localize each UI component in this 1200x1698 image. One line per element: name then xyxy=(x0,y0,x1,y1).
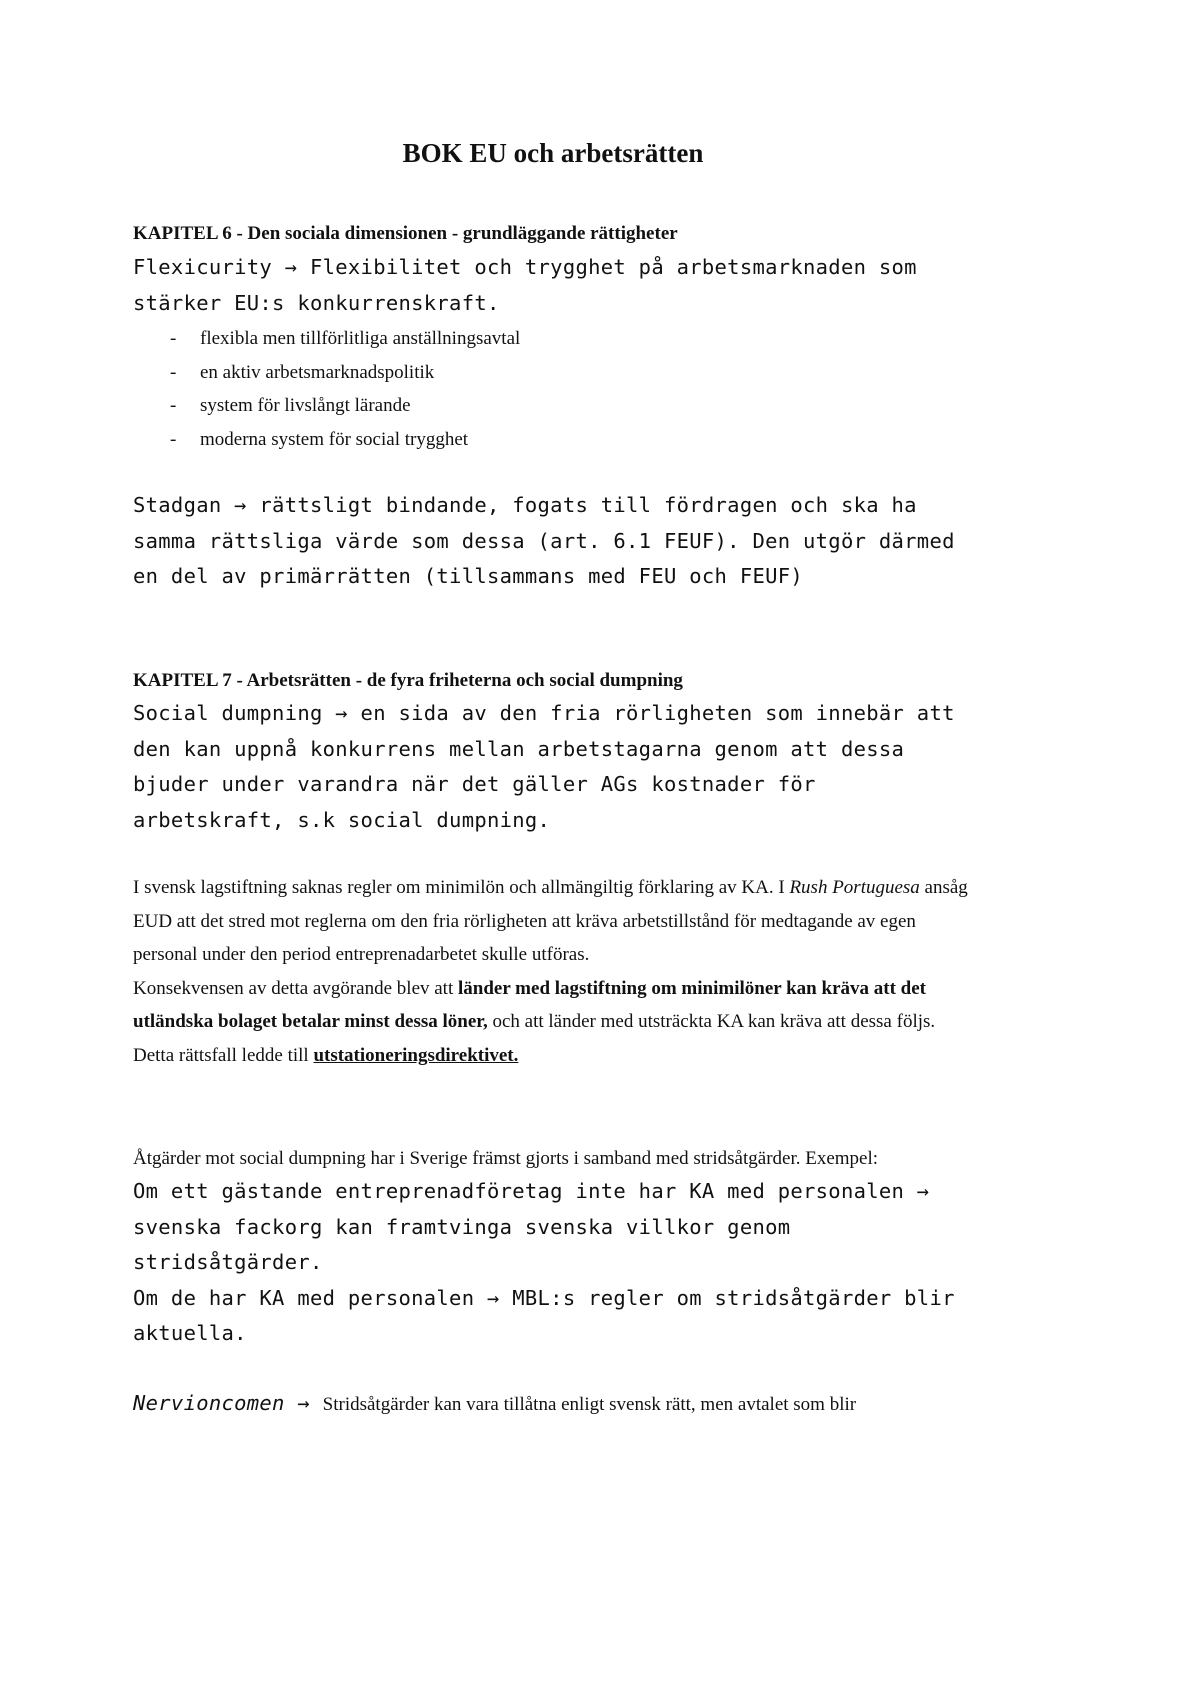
case-name: Rush Portuguesa xyxy=(789,877,920,898)
paragraph-rush-portuguesa: I svensk lagstiftning saknas regler om minimilön och allmängiltig förklaring av KA. I Rush Portuguesa ansåg EUD att det stred mot reglerna om den fria rörligheten att kräva arbetstillstånd för medtagande av egen personal under den period entreprenadarbetet skulle utföras. Konsekvensen av detta avgörande blev att länder med lagstiftning om minimilöner kan kräva att det utländska bolaget betalar minst dessa löner, och att länder med utsträckta KA kan kräva att dessa följs. Detta rättsfall ledde till utstationeringsdirektivet. xyxy=(133,877,968,1066)
note-line: arbetskraft, s.k social dumpning. xyxy=(133,807,551,832)
chapter-7-heading: KAPITEL 7 - Arbetsrätten - de fyra friheterna och social dumpning xyxy=(133,670,683,691)
note-line: Stadgan → rättsligt bindande, fogats till fördragen och ska ha xyxy=(133,493,917,517)
note-line: den kan uppnå konkurrens mellan arbetstagarna genom att dessa xyxy=(133,736,905,761)
measures-note: Om ett gästande entreprenadföretag inte har KA med personalen → svenska fackorg kan framtvinga svenska villkor genom stridsåtgärder. Om de har KA med personalen → MBL:s regler om stridsåtgärder blir aktuella. xyxy=(133,1179,955,1345)
measures-paragraph: Åtgärder mot social dumpning har i Sverige främst gjorts i samband med stridsåtgärder. Exempel: xyxy=(133,1148,879,1169)
list-item: - system för livslångt lärande xyxy=(170,395,411,416)
note-line: Flexicurity → Flexibilitet och trygghet på arbetsmarknaden som xyxy=(133,255,917,279)
note-line: Social dumpning → en sida av den fria rörligheten som innebär att xyxy=(133,701,955,725)
stadgan-note xyxy=(133,488,983,595)
directive-link: utstationeringsdirektivet. xyxy=(313,1044,519,1066)
nervion-note: Nervioncomen → Stridsåtgärder kan vara tillåtna enligt svensk rätt, men avtalet som blir xyxy=(133,1391,857,1415)
flexicurity-list xyxy=(133,322,983,456)
list-item: - flexibla men tillförlitliga anställningsavtal xyxy=(170,328,521,349)
note-line: bjuder under varandra när det gäller AGs kostnader för xyxy=(133,772,816,796)
case-name: Nervioncomen xyxy=(133,1391,285,1415)
list-item: - moderna system för social trygghet xyxy=(170,428,469,450)
social-dumping-note xyxy=(133,696,983,838)
document-title: BOK EU och arbetsrätten xyxy=(402,138,704,168)
note-line: samma rättsliga värde som dessa (art. 6.1 FEUF). Den utgör därmed xyxy=(133,528,955,553)
note-line: en del av primärrätten (tillsammans med FEU och FEUF) xyxy=(133,564,804,588)
chapter-6-heading: KAPITEL 6 - Den sociala dimensionen - grundläggande rättigheter xyxy=(133,223,678,244)
flexicurity-note xyxy=(133,250,983,321)
list-item: - en aktiv arbetsmarknadspolitik xyxy=(170,361,435,383)
note-line: stärker EU:s konkurrenskraft. xyxy=(133,290,500,315)
